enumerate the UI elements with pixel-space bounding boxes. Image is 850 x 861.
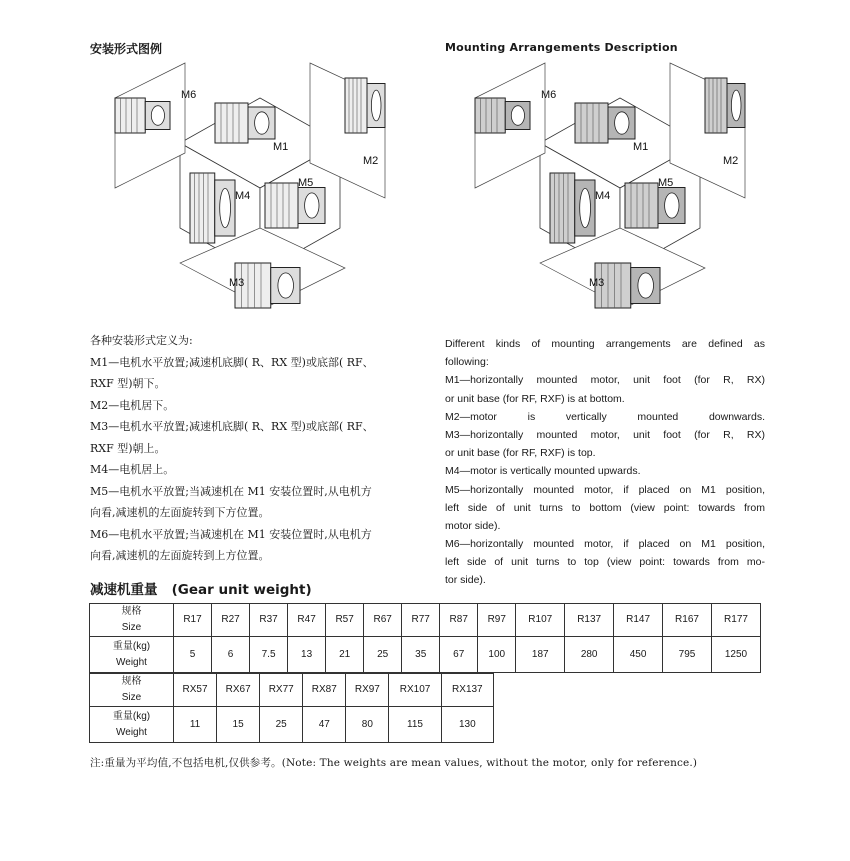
size-cell: R67 xyxy=(364,604,402,637)
cn-description-line: RXF 型)朝下。 xyxy=(90,377,166,390)
size-cell: R107 xyxy=(516,604,565,637)
size-cell: R17 xyxy=(174,604,212,637)
weight-cell: 7.5 xyxy=(250,637,288,673)
weight-section-title: 减速机重量 (Gear unit weight) xyxy=(90,582,312,598)
size-cell: R37 xyxy=(250,604,288,637)
gear-unit-m3 xyxy=(595,263,660,308)
size-cell: RX107 xyxy=(389,674,441,707)
weight-cell: 795 xyxy=(663,637,712,673)
weight-cell: 25 xyxy=(364,637,402,673)
en-description-line: left side of unit turns to bottom (view point: towards from xyxy=(445,501,765,514)
label-m2: M2 xyxy=(363,155,379,167)
size-cell: R57 xyxy=(326,604,364,637)
weight-cell: 35 xyxy=(402,637,440,673)
weight-cell: 6 xyxy=(212,637,250,673)
size-cell: R167 xyxy=(663,604,712,637)
en-description-line: M2—motor is vertically mounted downwards. xyxy=(445,410,765,423)
cn-description-line: 各种安装形式定义为: xyxy=(90,334,193,347)
en-description-line: M3—horizontally mounted motor, unit foot (for R, RX) xyxy=(445,428,765,441)
gear-unit-m6 xyxy=(475,98,530,133)
size-header-text: Size xyxy=(121,622,142,633)
cn-description-line: 向看,减速机的左面旋转到上方位置。 xyxy=(90,549,270,562)
label-m1: M1 xyxy=(273,141,289,153)
size-cell: RX67 xyxy=(217,674,260,707)
weight-cell: 130 xyxy=(441,707,493,743)
label-m5: M5 xyxy=(658,177,674,189)
weight-cell: 25 xyxy=(260,707,303,743)
weight-header xyxy=(90,637,174,673)
en-description-line: M1—horizontally mounted motor, unit foot (for R, RX) xyxy=(445,374,765,387)
size-cell: R97 xyxy=(478,604,516,637)
label-m6: M6 xyxy=(541,89,557,101)
cn-description-line: M4—电机居上。 xyxy=(90,463,175,476)
en-description-line: following: xyxy=(445,356,489,369)
gear-unit-m2 xyxy=(705,78,745,133)
cn-description-line: M1—电机水平放置;减速机底脚( R、RX 型)或底部( RF、 xyxy=(90,355,374,369)
size-cell: RX137 xyxy=(441,674,493,707)
title-en: Mounting Arrangements Description xyxy=(445,41,678,54)
en-description xyxy=(445,335,765,590)
gear-unit-m3 xyxy=(235,263,300,308)
cn-description-line: RXF 型)朝上。 xyxy=(90,441,166,455)
size-header xyxy=(90,604,174,637)
label-m4: M4 xyxy=(595,190,611,202)
weight-cell: 100 xyxy=(478,637,516,673)
label-m1: M1 xyxy=(633,141,649,153)
label-m2: M2 xyxy=(723,155,739,167)
cn-description-line: M3—电机水平放置;减速机底脚( R、RX 型)或底部( RF、 xyxy=(90,420,374,433)
size-cell: R147 xyxy=(614,604,663,637)
size-cell: RX97 xyxy=(346,674,389,707)
size-cell: RX87 xyxy=(303,674,346,707)
weight-cell: 115 xyxy=(389,707,441,743)
size-header-text: 规格 xyxy=(121,606,142,617)
cn-description-line: M2—电机居下。 xyxy=(90,398,175,412)
gear-unit-m6 xyxy=(115,98,170,133)
weight-cell: 450 xyxy=(614,637,663,673)
label-m5: M5 xyxy=(298,177,314,189)
gear-unit-m1 xyxy=(215,103,275,143)
weight-row xyxy=(90,707,494,743)
gear-unit-m1 xyxy=(575,103,635,143)
en-description-line: M4—motor is vertically mounted upwards. xyxy=(445,465,641,478)
size-row xyxy=(90,674,494,707)
size-header-text: Size xyxy=(121,692,142,703)
size-cell: R77 xyxy=(402,604,440,637)
weight-cell: 1250 xyxy=(711,637,760,673)
title-cn: 安装形式图例 xyxy=(90,42,163,56)
cn-description-line: M6—电机水平放置;当减速机在 M1 安装位置时,从电机方 xyxy=(90,527,372,541)
cn-description-line: 向看,减速机的左面旋转到下方位置。 xyxy=(90,506,270,519)
weight-cell: 21 xyxy=(326,637,364,673)
en-description-line: Different kinds of mounting arrangements are defined as xyxy=(445,338,765,350)
weight-header-text: Weight xyxy=(116,656,147,668)
weight-cell: 67 xyxy=(440,637,478,673)
weight-header xyxy=(90,707,174,743)
en-description-line: M5—horizontally mounted motor, if placed on M1 position, xyxy=(445,483,765,496)
label-m4: M4 xyxy=(235,190,251,202)
size-cell: R47 xyxy=(288,604,326,637)
en-description-line: tor side). xyxy=(445,574,486,587)
weight-table-rx xyxy=(89,673,494,743)
mounting-figure-right xyxy=(455,58,785,323)
size-header-text: 规格 xyxy=(121,676,142,687)
weight-cell: 13 xyxy=(288,637,326,673)
en-description-line: left side of unit turns to top (view point: towards from mo- xyxy=(445,556,765,569)
size-cell: R177 xyxy=(711,604,760,637)
size-cell: RX77 xyxy=(260,674,303,707)
en-description-line: or unit base (for RF, RXF) is at bottom. xyxy=(445,392,625,405)
label-m3: M3 xyxy=(229,277,245,289)
weight-header-text: Weight xyxy=(116,726,147,738)
size-cell: R137 xyxy=(565,604,614,637)
size-cell: R27 xyxy=(212,604,250,637)
en-description-line: motor side). xyxy=(445,519,501,532)
en-description-line: or unit base (for RF, RXF) is top. xyxy=(445,447,596,460)
weight-table-r xyxy=(89,603,761,673)
weight-cell: 280 xyxy=(565,637,614,673)
en-description-line: M6—horizontally mounted motor, if placed on M1 position, xyxy=(445,538,765,551)
gear-unit-m5 xyxy=(625,183,685,228)
size-row xyxy=(90,604,761,637)
mounting-figure-left xyxy=(95,58,425,323)
size-cell: R87 xyxy=(440,604,478,637)
cn-description-line: M5—电机水平放置;当减速机在 M1 安装位置时,从电机方 xyxy=(90,484,372,498)
gear-unit-m4 xyxy=(550,173,595,243)
gear-unit-m5 xyxy=(265,183,325,228)
label-m6: M6 xyxy=(181,89,197,101)
weight-cell: 80 xyxy=(346,707,389,743)
weight-header-text: 重量(kg) xyxy=(112,710,151,722)
weight-cell: 187 xyxy=(516,637,565,673)
gear-unit-m4 xyxy=(190,173,235,243)
weight-cell: 5 xyxy=(174,637,212,673)
cn-description xyxy=(90,330,420,567)
weight-cell: 47 xyxy=(303,707,346,743)
gear-unit-m2 xyxy=(345,78,385,133)
weight-row xyxy=(90,637,761,673)
weight-header-text: 重量(kg) xyxy=(112,640,151,652)
weight-cell: 15 xyxy=(217,707,260,743)
size-cell: RX57 xyxy=(174,674,217,707)
weight-cell: 11 xyxy=(174,707,217,743)
label-m3: M3 xyxy=(589,277,605,289)
size-header xyxy=(90,674,174,707)
weight-note: 注:重量为平均值,不包括电机,仅供参考。(Note: The weights are mean values, without the motor, only for reference.) xyxy=(90,757,698,769)
